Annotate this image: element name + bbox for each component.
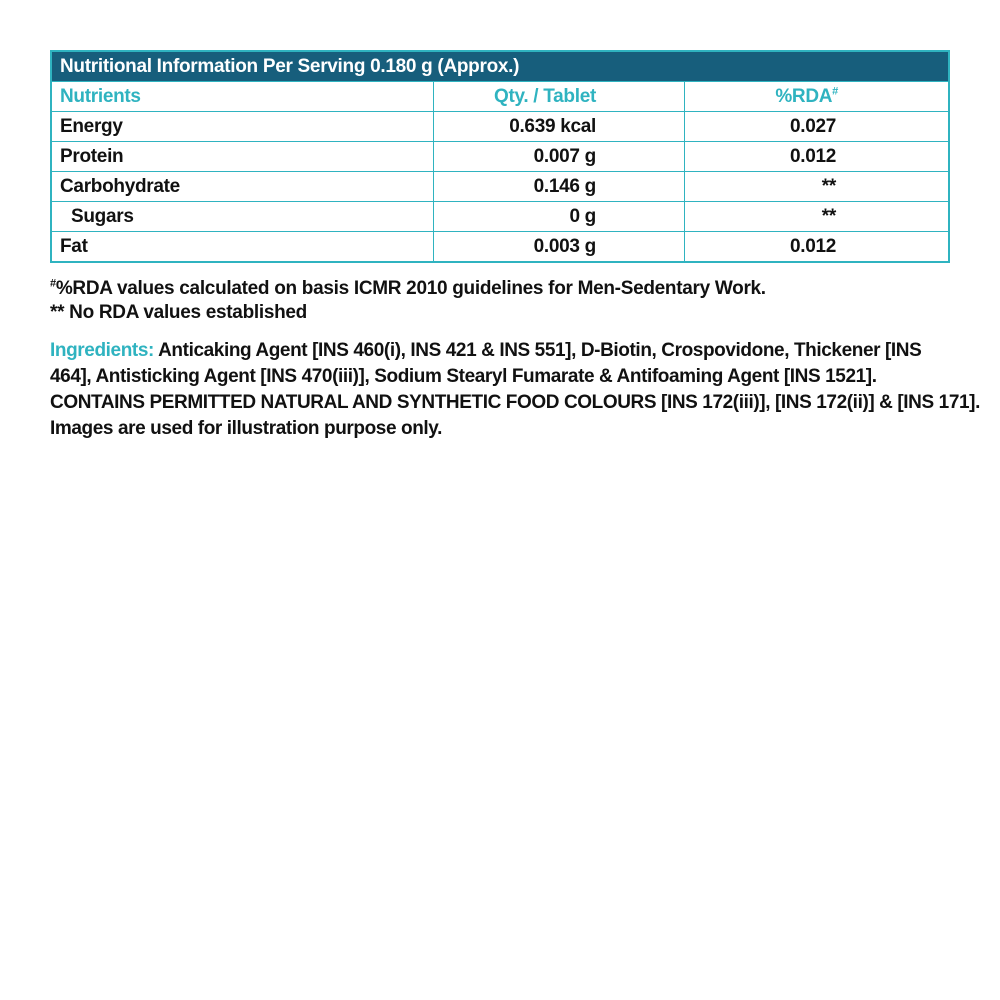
footnote-rda <box>50 277 950 301</box>
nutrient-name: Fat <box>52 232 434 261</box>
ingredients-block <box>50 338 980 442</box>
table-row <box>52 141 948 171</box>
nutrient-qty: 0.007 g <box>434 142 685 171</box>
header-nutrients: Nutrients <box>52 82 434 111</box>
header-qty: Qty. / Tablet <box>434 82 685 111</box>
nutrient-qty: 0.639 kcal <box>434 112 685 141</box>
footnotes <box>50 277 950 325</box>
nutrient-rda: ** <box>821 176 836 197</box>
footnote-no-rda: ** No RDA values established <box>50 302 307 323</box>
header-rda <box>685 82 948 111</box>
footnote-mark: # <box>50 277 56 290</box>
nutrition-panel <box>50 50 950 263</box>
nutrient-name: Energy <box>52 112 434 141</box>
table-row <box>52 111 948 141</box>
nutrient-rda: 0.012 <box>789 146 836 167</box>
nutrient-qty: 0.003 g <box>434 232 685 261</box>
table-header-row <box>52 81 948 111</box>
ingredients-line-1 <box>50 338 922 364</box>
nutrient-rda: 0.027 <box>789 116 836 137</box>
ingredients-line-2: 464], Antisticking Agent [INS 470(iii)], Sodium Stearyl Fumarate & Antifoaming Agent [INS 1521]. <box>50 366 877 387</box>
nutrient-rda: 0.012 <box>789 236 836 257</box>
nutrient-rda: ** <box>821 206 836 227</box>
ingredients-line-4: Images are used for illustration purpose only. <box>50 418 442 439</box>
header-rda-label: %RDA <box>775 86 833 107</box>
nutrient-name: Carbohydrate <box>52 172 434 201</box>
nutrient-qty: 0.146 g <box>434 172 685 201</box>
ingredients-text-1: Anticaking Agent [INS 460(i), INS 421 & INS 551], D-Biotin, Crospovidone, Thickener [INS <box>153 340 922 361</box>
table-row <box>52 201 948 231</box>
ingredients-label: Ingredients: <box>50 340 154 361</box>
nutrient-qty: 0 g <box>434 202 685 231</box>
ingredients-line-3: CONTAINS PERMITTED NATURAL AND SYNTHETIC FOOD COLOURS [INS 172(iii)], [INS 172(ii)] & [INS 171]. <box>50 392 980 413</box>
footnote-rda-text: %RDA values calculated on basis ICMR 2010 guidelines for Men-Sedentary Work. <box>55 278 766 299</box>
table-row <box>52 231 948 261</box>
nutrient-name: Sugars <box>52 202 434 231</box>
table-row <box>52 171 948 201</box>
nutrient-name: Protein <box>52 142 434 171</box>
header-rda-mark: # <box>832 85 838 98</box>
table-title: Nutritional Information Per Serving 0.180 g (Approx.) <box>52 52 948 81</box>
nutrition-table <box>50 50 950 263</box>
